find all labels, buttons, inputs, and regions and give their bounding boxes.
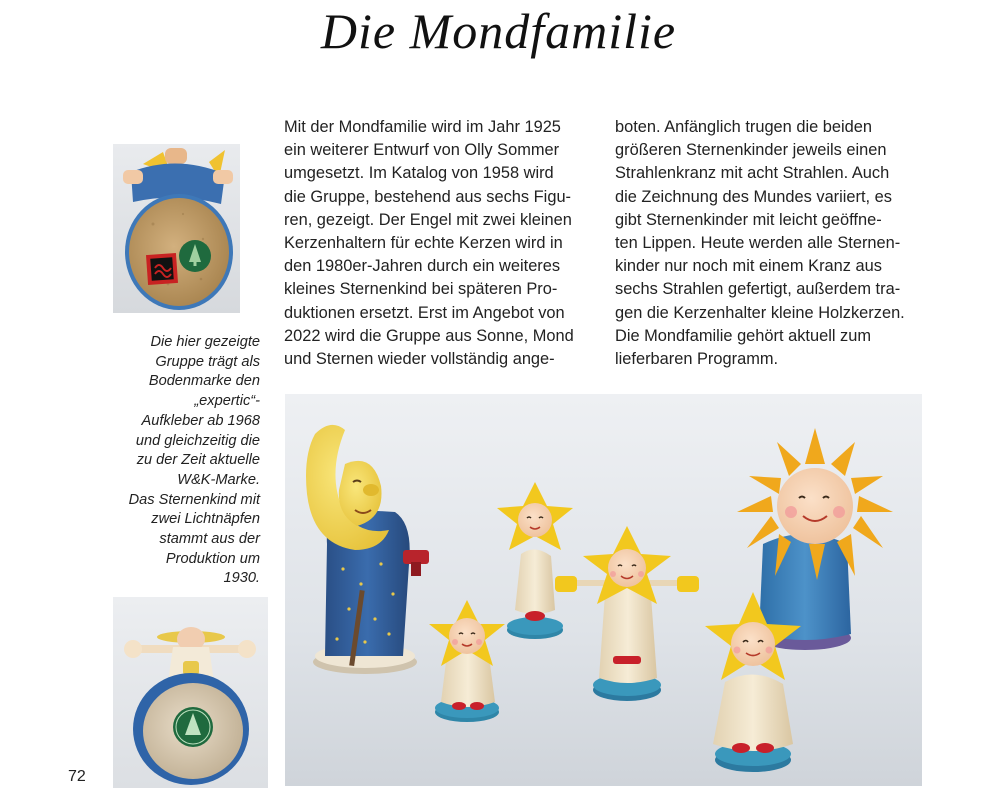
- caption-line: W&K-Marke.: [177, 471, 260, 488]
- caption-line: und gleichzeitig die: [135, 432, 260, 449]
- text-line: und Sternen wieder vollständig ange-: [284, 350, 555, 369]
- body-column-1: [284, 116, 590, 371]
- body-column-2: [615, 116, 922, 371]
- text-line: sechs Strahlen gefertigt, außerdem tra-: [615, 280, 901, 299]
- photo-caption: [110, 333, 260, 589]
- caption-line: zwei Lichtnäpfen: [151, 511, 260, 528]
- text-line: größeren Sternenkinder jeweils einen: [615, 141, 887, 160]
- text-line: Strahlenkranz mit acht Strahlen. Auch: [615, 164, 890, 183]
- photo-bottom-mark-stickers: [113, 144, 240, 313]
- text-line: ren, gezeigt. Der Engel mit zwei kleinen: [284, 210, 572, 229]
- text-line: 2022 wird die Gruppe aus Sonne, Mond: [284, 326, 574, 345]
- caption-line: Das Sternenkind mit: [128, 491, 260, 508]
- text-line: Die Mondfamilie gehört aktuell zum: [615, 326, 871, 345]
- text-line: duktionen ersetzt. Erst im Angebot von: [284, 303, 565, 322]
- text-line: gibt Sternenkinder mit leicht geöffne-: [615, 210, 882, 229]
- text-line: den 1980er-Jahren durch ein weiteres: [284, 257, 561, 276]
- text-line: Kerzenhaltern für echte Kerzen wird in: [284, 234, 563, 253]
- page-number: 72: [68, 768, 86, 785]
- caption-line: stammt aus der: [159, 531, 260, 548]
- caption-line: 1930.: [223, 570, 260, 587]
- text-line: ein weiterer Entwurf von Olly Sommer: [284, 141, 560, 160]
- caption-line: Bodenmarke den: [148, 373, 260, 390]
- text-line: lieferbaren Programm.: [615, 350, 779, 369]
- text-line: kinder nur noch mit einem Kranz aus: [615, 257, 882, 276]
- text-line: ten Lippen. Heute werden alle Sternen-: [615, 234, 901, 253]
- caption-line: Produktion um: [165, 550, 260, 567]
- caption-line: zu der Zeit aktuelle: [136, 452, 260, 469]
- photo-candle-angel-underside: [113, 597, 268, 788]
- text-line: die Gruppe, bestehend aus sechs Figu-: [284, 187, 572, 206]
- caption-line: Die hier gezeigte: [150, 334, 260, 350]
- text-line: boten. Anfänglich trugen die beiden: [615, 118, 872, 136]
- text-line: gen die Kerzenhalter kleine Holzkerzen.: [615, 303, 905, 322]
- text-line: kleines Sternenkind bei späteren Pro-: [284, 280, 558, 299]
- caption-line: Gruppe trägt als: [155, 353, 260, 370]
- text-line: die Zeichnung des Mundes variiert, es: [615, 187, 892, 206]
- text-line: umgesetzt. Im Katalog von 1958 wird: [284, 164, 554, 183]
- caption-line: „expertic“-: [194, 393, 260, 410]
- caption-line: Aufkleber ab 1968: [141, 412, 260, 429]
- page-title: Die Mondfamilie: [320, 3, 677, 59]
- text-line: Mit der Mondfamilie wird im Jahr 1925: [284, 118, 561, 136]
- photo-moon-family-group: [285, 394, 922, 786]
